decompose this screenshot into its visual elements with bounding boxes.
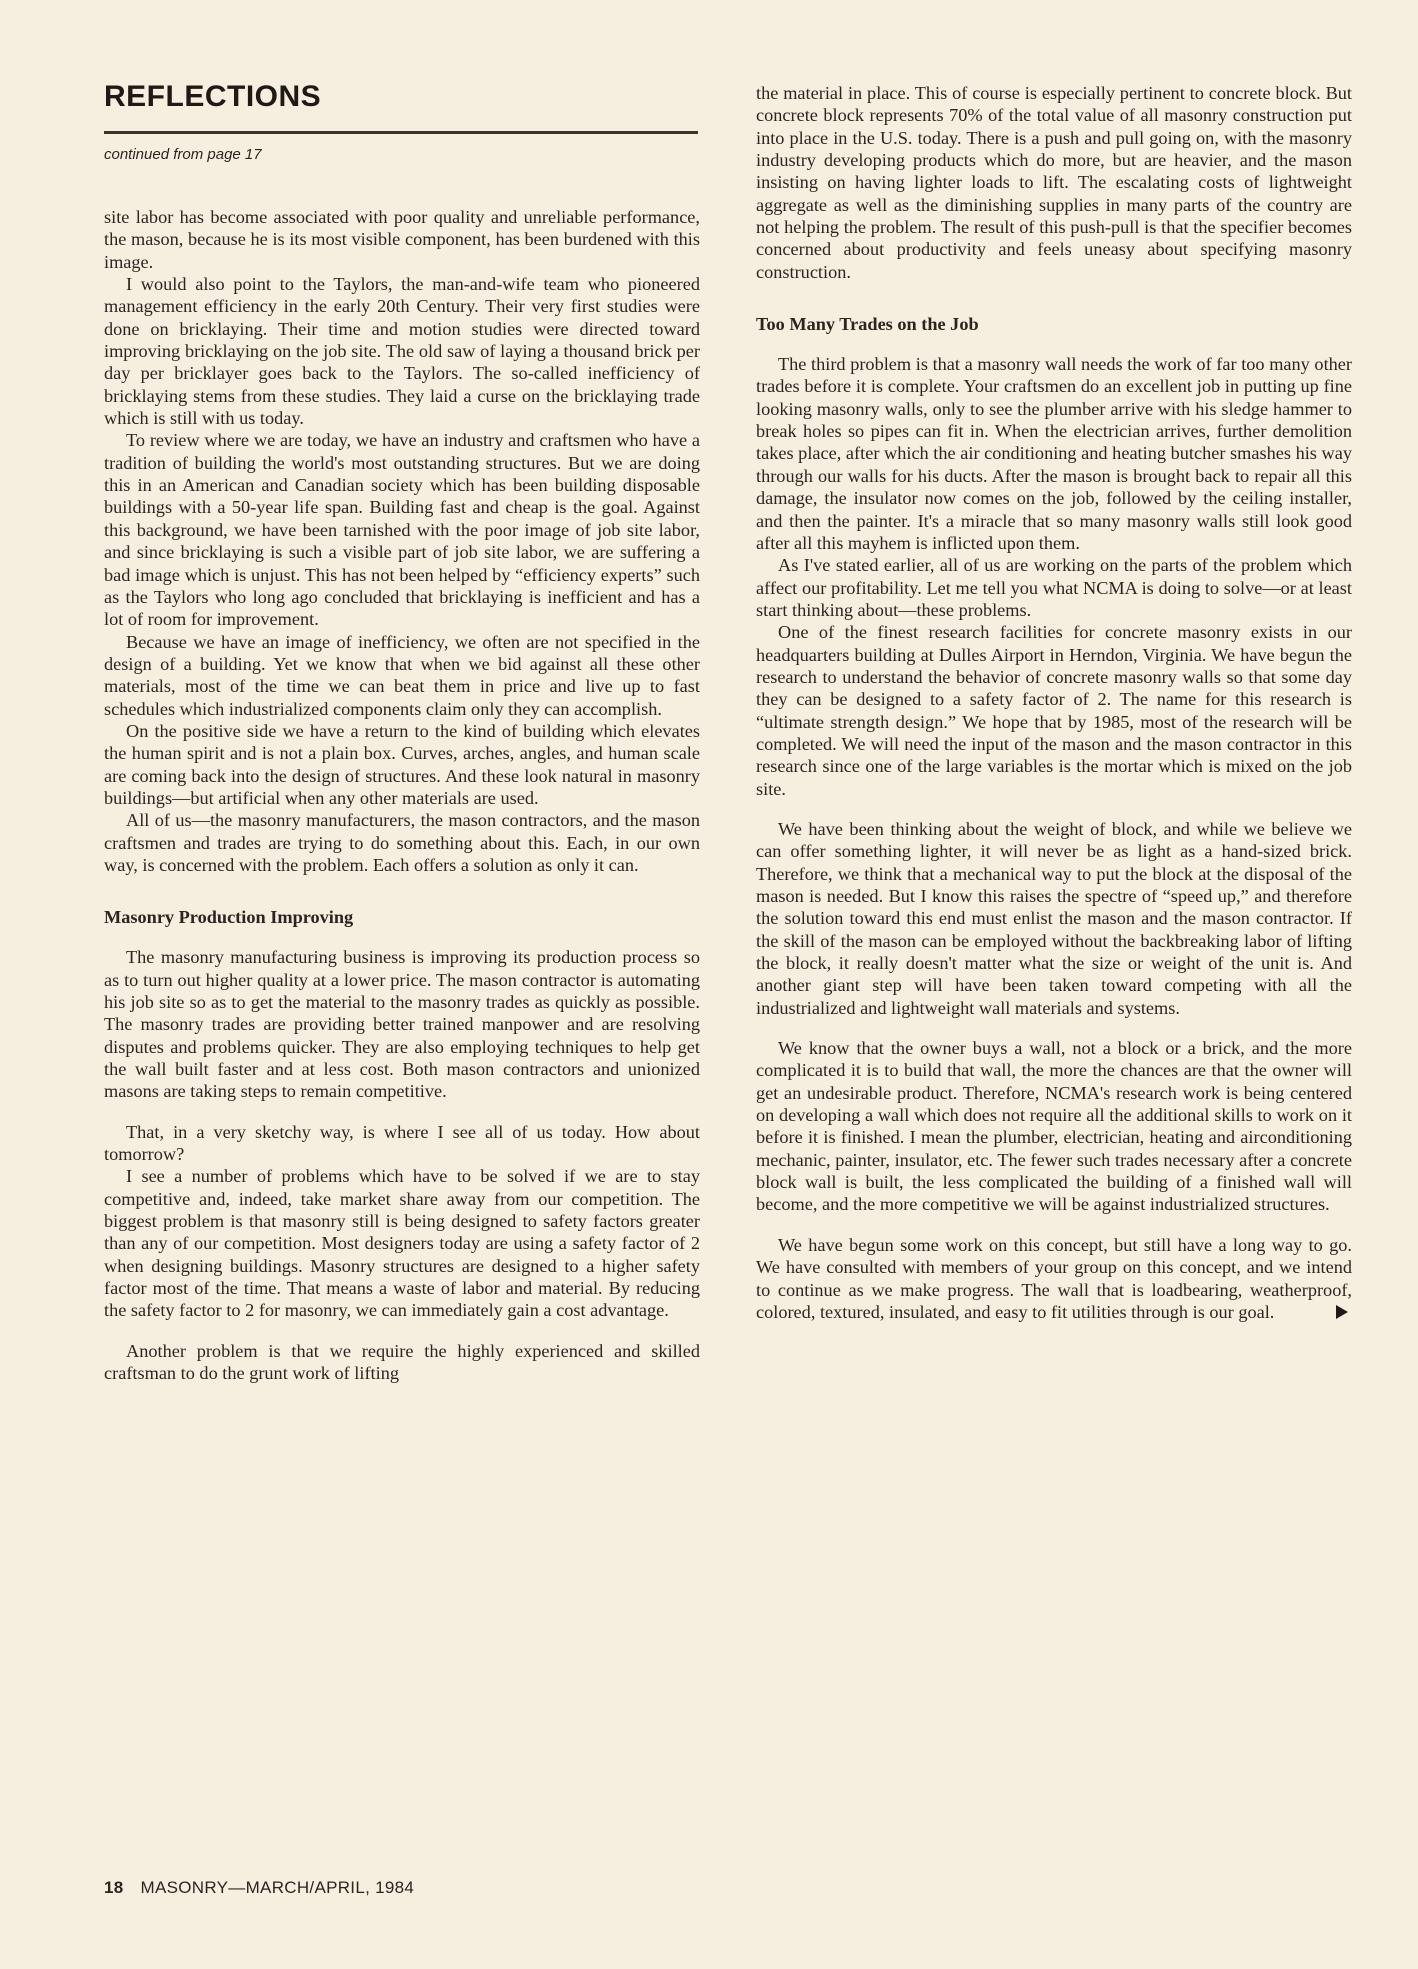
continued-note: continued from page 17	[104, 146, 262, 163]
paragraph: The masonry manufacturing business is improving its production process so as to turn out higher quality at a lower price. The mason contractor is automating his job site so as to get the material to the masonry trades as quickly as possible. The masonry trades are providing better trained manpower and are resolving disputes and problems quicker. They are also employing techniques to help get the wall built faster and at less cost. Both mason contractors and unionized masons are taking steps to remain competitive.	[104, 947, 700, 1102]
paragraph: the material in place. This of course is especially pertinent to concrete block. But concrete block represents 70% of the total value of all masonry construction put into place in the U.S. today. There is a push and pull going on, with the masonry industry developing products which do more, but are heavier, and the mason insisting on having lighter loads to lift. The escalating costs of lightweight aggregate as well as the diminishing supplies in many parts of the country are not helping the problem. The result of this push-pull is that the specifier becomes concerned about productivity and feels uneasy about specifying masonry construction.	[756, 83, 1352, 282]
paragraph: That, in a very sketchy way, is where I see all of us today. How about tomorrow?	[104, 1121, 700, 1165]
paragraph: The third problem is that a masonry wall needs the work of far too many other trades before it is complete. Your craftsmen do an excellent job in putting up fine looking masonry walls, only to see the plumber arrive with his sledge hammer to break holes so pipes can fit in. When the electrician arrives, further demolition takes place, after which the air conditioning and heating butcher smashes his way through our walls for his ducts. After the mason is brought back to repair all this damage, the insulator now comes on the job, followed by the ceiling installer, and then the painter. It's a miracle that so many masonry walls still look good after all this mayhem is inflicted upon them.	[756, 354, 1352, 553]
last-paragraph	[756, 1234, 1352, 1323]
paragraph: Another problem is that we require the highly experienced and skilled craftsman to do the grunt work of lifting	[104, 1340, 700, 1384]
paragraph: Because we have an image of inefficiency, we often are not specified in the design of a building. Yet we know that when we bid against all these other materials, most of the time we can beat them in price and live up to fast schedules which industrialized components claim only they can accomplish.	[104, 631, 700, 719]
paragraph: On the positive side we have a return to the kind of building which elevates the human spirit and is not a plain box. Curves, arches, angles, and human scale are coming back into the design of structures. And these look natural in masonry buildings—but artificial when any other materials are used.	[104, 720, 700, 808]
article-end-arrow-icon	[1336, 1305, 1348, 1319]
article-header	[104, 80, 698, 163]
left-column	[104, 206, 700, 1385]
page-footer	[104, 1878, 414, 1898]
paragraph: I see a number of problems which have to be solved if we are to stay competitive and, indeed, take market share away from our competition. The biggest problem is that masonry still is being designed to safety factors greater than any of our competition. Most designers today are using a safety factor of 2 when designing buildings. Masonry structures are designed to a higher safety factor most of the time. That means a waste of labor and material. By reducing the safety factor to 2 for masonry, we can immediately gain a cost advantage.	[104, 1166, 700, 1321]
paragraph-text: We have begun some work on this concept, but still have a long way to go. We have consulted with members of your group on this concept, and we intend to continue as we make progress. The wall that is loadbearing, weatherproof, colored, textured, insulated, and easy to fit utilities through is our goal.	[756, 1234, 1352, 1322]
paragraph: One of the finest research facilities for concrete masonry exists in our headquarters building at Dulles Airport in Herndon, Virginia. We have begun the research to understand the behavior of concrete masonry walls so that some day they can be designed to a safety factor of 2. The name for this research is “ultimate strength design.” We hope that by 1985, most of the research will be completed. We will need the input of the mason and the mason contractor in this research since one of the large variables is the mortar which is mixed on the job site.	[756, 622, 1352, 799]
header-rule	[104, 131, 698, 134]
paragraph: We have been thinking about the weight of block, and while we believe we can offer something lighter, it will never be as light as a hand-sized brick. Therefore, we think that a mechanical way to put the block at the disposal of the mason is needed. But I know this raises the spectre of “speed up,” and therefore the solution toward this end must enlist the mason and the mason contractor. If the skill of the mason can be employed without the backbreaking labor of lifting the block, it really doesn't matter what the size or weight of the unit is. And another giant step will have been taken toward competing with all the industrialized and lightweight wall materials and systems.	[756, 818, 1352, 1018]
right-column	[756, 82, 1352, 1323]
paragraph: To review where we are today, we have an industry and craftsmen who have a tradition of building the world's most outstanding structures. But we are doing this in an American and Canadian society which has been building disposable buildings with a 50-year life span. Building fast and cheap is the goal. Against this background, we have been tarnished with the poor image of job site labor, and since bricklaying is such a visible part of job site labor, we are suffering a bad image which is unjust. This has not been helped by “efficiency experts” such as the Taylors who long ago concluded that bricklaying is inefficient and has a lot of room for improvement.	[104, 430, 700, 630]
subheading: Too Many Trades on the Job	[756, 314, 979, 335]
paragraph: site labor has become associated with poor quality and unreliable performance, the mason, because he is its most visible component, has been burdened with this image.	[104, 207, 700, 272]
page-number: 18	[104, 1878, 124, 1897]
subheading: Masonry Production Improving	[104, 907, 354, 928]
paragraph: We know that the owner buys a wall, not a block or a brick, and the more complicated it is to build that wall, the more the chances are that the owner will get an undesirable product. Therefore, NCMA's research work is being centered on developing a wall which does not require all the additional skills to work on it before it is finished. I mean the plumber, electrician, heating and airconditioning mechanic, painter, insulator, etc. The fewer such trades necessary after a concrete block wall is built, the less complicated the building of a finished wall will become, and the more competitive we will be against industrialized structures.	[756, 1038, 1352, 1215]
paragraph: All of us—the masonry manufacturers, the mason contractors, and the mason craftsmen and trades are trying to do something about this. Each, in our own way, is concerned with the problem. Each offers a solution as only it can.	[104, 810, 700, 875]
section-title: REFLECTIONS	[104, 80, 322, 113]
publication-line: MASONRY—MARCH/APRIL, 1984	[140, 1878, 415, 1897]
paragraph: As I've stated earlier, all of us are working on the parts of the problem which affect our profitability. Let me tell you what NCMA is doing to solve—or at least start thinking about—these problems.	[756, 555, 1352, 620]
paragraph: I would also point to the Taylors, the man-and-wife team who pioneered management efficiency in the early 20th Century. Their very first studies were done on bricklaying. Their time and motion studies were directed toward improving bricklaying on the job site. The old saw of laying a thousand brick per day per bricklayer goes back to the Taylors. The so-called inefficiency of bricklaying stems from these studies. They laid a curse on the bricklaying trade which is still with us today.	[104, 274, 700, 429]
